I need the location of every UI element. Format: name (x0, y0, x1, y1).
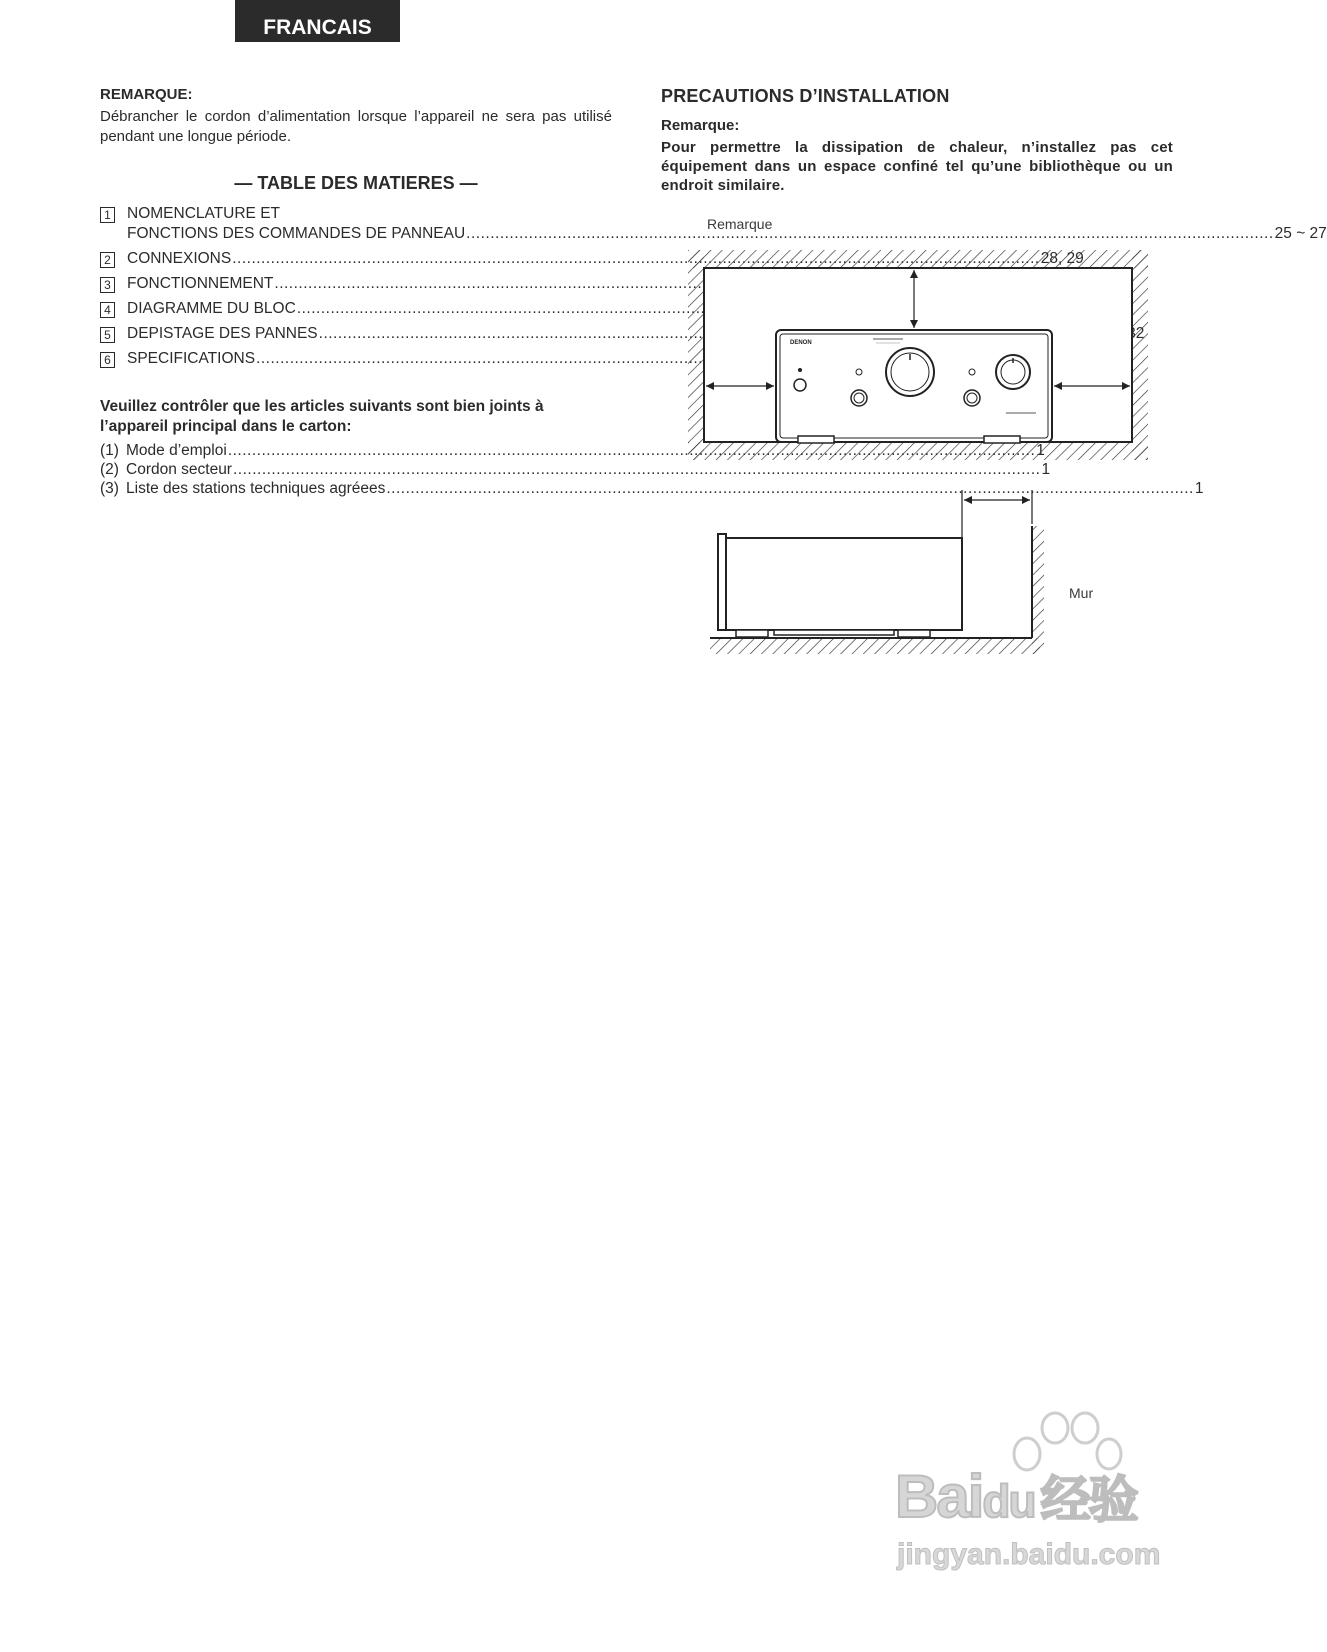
accessory-index: (3) (100, 480, 119, 497)
toc-number-box: 5 (100, 327, 115, 343)
installation-remark-heading: Remarque: (661, 117, 740, 134)
accessory-label: Cordon secteur (126, 461, 232, 478)
watermark-brand: Bai (895, 1463, 983, 1530)
accessory-label: Liste des stations techniques agréees (126, 480, 386, 497)
accessory-qty: 1 (1041, 461, 1051, 478)
toc-item[interactable] (100, 349, 612, 369)
accessory-leader-dots (233, 460, 1040, 479)
watermark-url: jingyan.baidu.com (897, 1538, 1161, 1571)
bottom-plate (774, 630, 894, 635)
accessories-list (100, 441, 1204, 498)
foot-right (984, 436, 1020, 443)
front-clearance-diagram (688, 250, 1148, 460)
accessory-index: (2) (100, 461, 119, 478)
right-hatch (1132, 250, 1148, 460)
remark-text: Débrancher le cordon d’alimentation lorsque l’appareil ne sera pas utilisé pendant une longue période. (100, 108, 612, 145)
top-hatch (688, 250, 1148, 268)
accessory-item (100, 479, 1204, 498)
device-brand-label: DENON (790, 340, 812, 346)
toc-item-label: FONCTIONNEMENT (127, 275, 274, 292)
amplifier-body (776, 330, 1052, 442)
toc-item-label: CONNEXIONS (127, 250, 232, 267)
watermark-brand-suffix: du (982, 1475, 1035, 1527)
accessory-label: Mode d’emploi (126, 442, 227, 459)
toc-number-box: 2 (100, 252, 115, 268)
foot-rear (898, 630, 930, 637)
language-tab (235, 0, 400, 42)
watermark-cn-text: 经验 (1040, 1472, 1137, 1528)
toc-number-box: 3 (100, 277, 115, 293)
toc-title: — TABLE DES MATIERES — (234, 173, 478, 193)
foot-left (798, 436, 834, 443)
arrowhead-icon (1022, 496, 1030, 504)
arrowhead-icon (964, 496, 972, 504)
toc-item-label: DEPISTAGE DES PANNES (127, 325, 318, 342)
toc-item-line1: NOMENCLATURE ET (127, 205, 281, 222)
right-column (661, 86, 1173, 195)
accessory-item (100, 460, 1051, 479)
bottom-hatch (688, 442, 1148, 460)
wall-hatch (1032, 526, 1044, 654)
toc-leader-dots (466, 224, 1273, 244)
toc-item[interactable] (100, 299, 612, 319)
amplifier-front-edge (718, 534, 726, 630)
toc-item-label: FONCTIONS DES COMMANDES DE PANNEAU (127, 225, 466, 242)
accessories-heading: Veuillez contrôler que les articles suivants sont bien joints à l’appareil principal dans le carton: (100, 398, 544, 435)
toc-item-page: 25 ~ 27 (1274, 225, 1327, 242)
toc-number-box: 6 (100, 352, 115, 368)
foot-front (736, 630, 768, 637)
accessory-index: (1) (100, 442, 119, 459)
toc-item[interactable] (100, 249, 612, 269)
figure-label-remarque: Remarque (707, 216, 773, 232)
toc-item-label: DIAGRAMME DU BLOC (127, 300, 296, 317)
toc-item[interactable] (100, 274, 612, 294)
amplifier-side-body (726, 538, 962, 630)
language-tab-label: FRANCAIS (263, 16, 372, 39)
accessory-item (100, 441, 612, 460)
installation-section-title: PRECAUTIONS D’INSTALLATION (661, 86, 950, 106)
remark-heading: REMARQUE: (100, 86, 193, 103)
installation-remark-text: Pour permettre la dissipation de chaleur, n’installez pas cet équipement dans un espace confiné tel qu’une bibliothèque ou un endroit similaire. (661, 139, 1173, 194)
baidu-watermark (895, 1410, 1225, 1580)
toc-item[interactable] (100, 324, 612, 344)
toc-number-box: 1 (100, 207, 115, 223)
figure-label-wall: Mur (1069, 585, 1094, 601)
baidu-brand-text (895, 1460, 1137, 1532)
power-indicator-icon (798, 368, 802, 372)
toc-item-label: SPECIFICATIONS (127, 350, 256, 367)
accessory-qty: 1 (1194, 480, 1204, 497)
toc-number-box: 4 (100, 302, 115, 318)
left-hatch (688, 250, 704, 460)
side-clearance-diagram (710, 490, 1050, 660)
floor-hatch (710, 638, 1040, 654)
